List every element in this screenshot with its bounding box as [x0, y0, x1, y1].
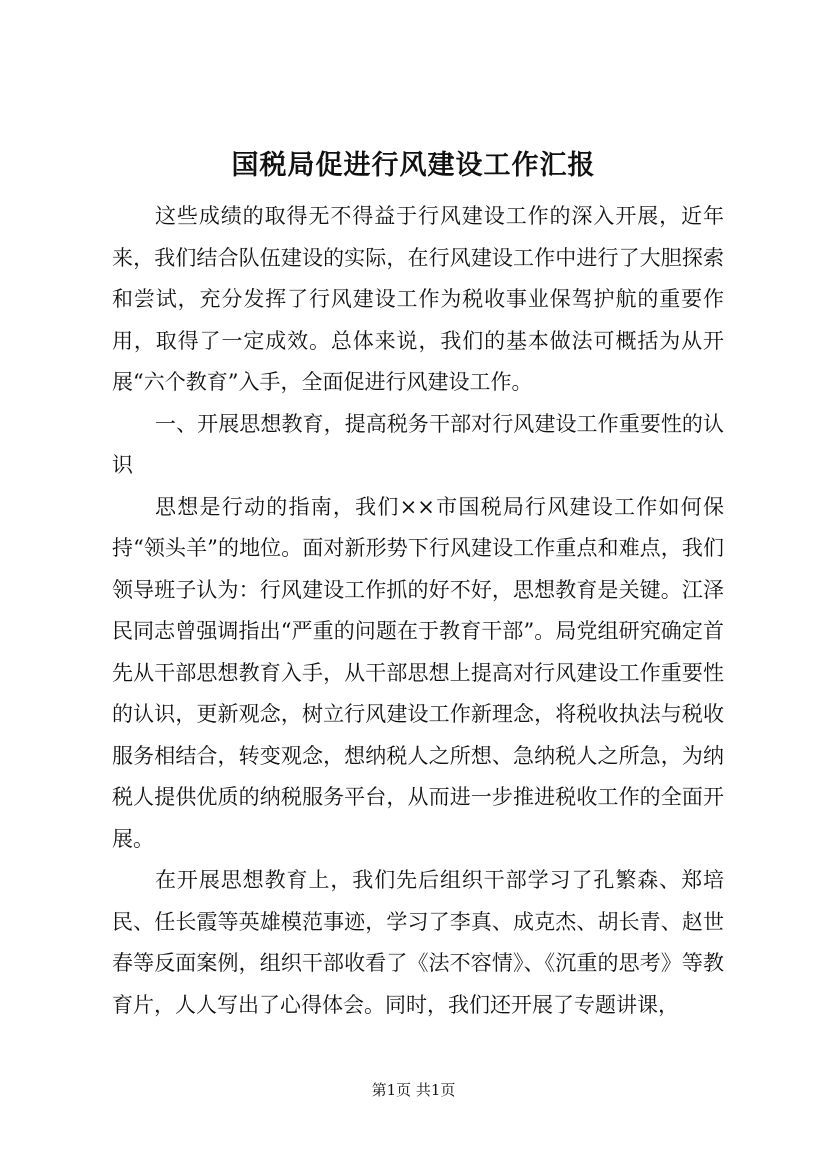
section-heading: 一、开展思想教育，提高税务干部对行风建设工作重要性的认识 [112, 411, 724, 477]
paragraph: 这些成绩的取得无不得益于行风建设工作的深入开展，近年来，我们结合队伍建设的实际，在行风建设工作中进行了大胆探索和尝试，充分发挥了行风建设工作为税收事业保驾护航的重要作用，取得了一定成效。总体来说，我们的基本做法可概括为从开展“六个教育”入手，全面促进行风建设工作。 [112, 204, 724, 394]
page-footer: 第1页 共1页 [371, 1081, 456, 1099]
paragraph: 在开展思想教育上，我们先后组织干部学习了孔繁森、郑培民、任长霞等英雄模范事迹，学习了李真、成克杰、胡长青、赵世春等反面案例，组织干部收看了《法不容情》、《沉重的思考》等教育片，人人写出了心得体会。同时，我们还开展了专题讲课， [112, 868, 724, 1017]
paragraph: 思想是行动的指南，我们××市国税局行风建设工作如何保持“领头羊”的地位。面对新形势下行风建设工作重点和难点，我们领导班子认为：行风建设工作抓的好不好，思想教育是关键。江泽民同志曾强调指出“严重的问题在于教育干部”。局党组研究确定首先从干部思想教育入手，从干部思想上提高对行风建设工作重要性的认识，更新观念，树立行风建设工作新理念，将税收执法与税收服务相结合，转变观念，想纳税人之所想、急纳税人之所急，为纳税人提供优质的纳税服务平台，从而进一步推进税收工作的全面开展。 [112, 494, 724, 851]
document-title: 国税局促进行风建设工作汇报 [231, 150, 596, 181]
document-body [112, 196, 724, 1026]
